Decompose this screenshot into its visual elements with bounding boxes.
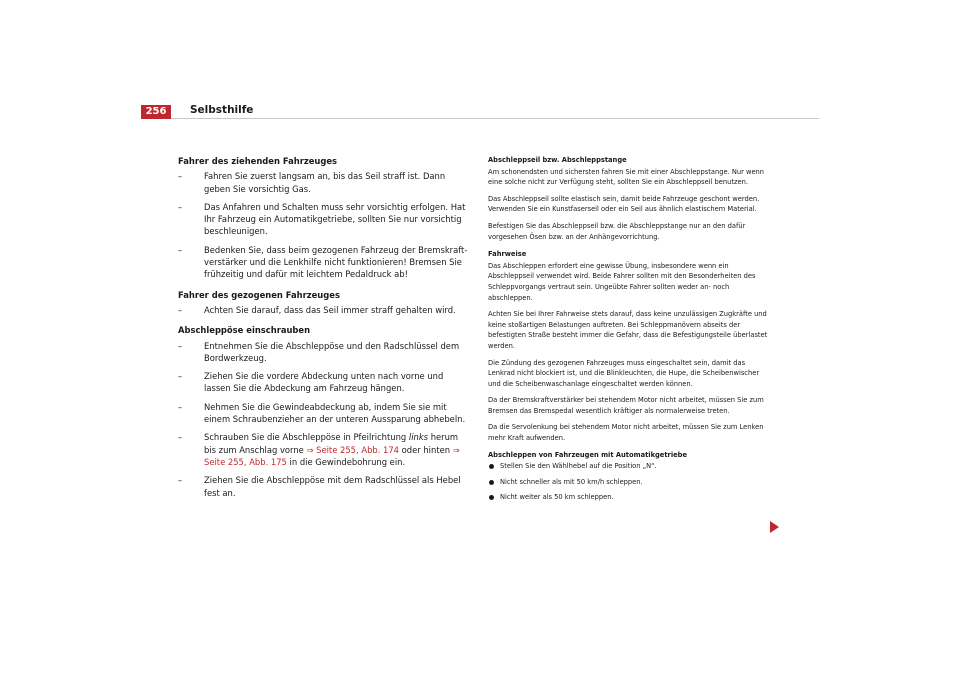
heading-towed-driver: Fahrer des gezogenen Fahrzeuges	[178, 289, 340, 300]
bullet-item	[488, 477, 770, 488]
bullet-item	[488, 492, 770, 503]
paragraph: Am schonendsten und sichersten fahren Sie mit einer Abschleppstange. Nur wenn eine solche nicht zur Verfügung steht, sollten Sie ein Abschleppseil benutzen.	[488, 167, 765, 187]
heading-driving: Fahrweise	[488, 250, 527, 259]
paragraph: Das Abschleppen erfordert eine gewisse Übung, insbesondere wenn ein Abschleppseil verwendet wird. Beide Fahrer sollten mit den Besonderheiten des Schleppvorgangs vertraut sein. Ungeübte Fahrer sollten weder an- noch abschleppen.	[488, 261, 756, 302]
heading-tow-rope: Abschleppseil bzw. Abschleppstange	[488, 156, 627, 164]
bullet-text: Stellen Sie den Wählhebel auf die Position „N“.	[500, 462, 657, 471]
paragraph: Die Zündung des gezogenen Fahrzeuges muss eingeschaltet sein, damit das Lenkrad nicht blockiert ist, und die Blinkleuchten, die Hupe, die Scheibenwischer und die Scheibenwaschanlage eingeschaltet werden können.	[488, 358, 760, 388]
left-column	[178, 155, 468, 505]
section-title: Selbsthilfe	[190, 104, 254, 116]
list-item: – Fahren Sie zuerst langsam an, bis das Seil straff ist. Dann geben Sie vorsichtig Gas.	[178, 170, 468, 195]
bullet-dot-icon	[489, 464, 494, 469]
bullet-dot-icon	[489, 480, 494, 485]
list-item: – Das Anfahren und Schalten muss sehr vorsichtig erfolgen. Hat Ihr Fahrzeug ein Automatikgetriebe, sollten Sie nur vorsichtig beschleunigen.	[178, 201, 468, 238]
direction-emphasis: links	[408, 432, 429, 443]
heading-automatic: Abschleppen von Fahrzeugen mit Automatikgetriebe	[488, 450, 687, 459]
paragraph: Das Abschleppseil sollte elastisch sein, damit beide Fahrzeuge geschont werden. Verwenden Sie ein Kunstfaserseil oder ein Seil aus ähnlich elastischem Material.	[488, 194, 760, 214]
heading-towing-driver: Fahrer des ziehenden Fahrzeuges	[178, 156, 338, 166]
text: Schrauben Sie die Abschleppöse in Pfeilrichtung	[204, 432, 409, 443]
list-item: – Ziehen Sie die Abschleppöse mit dem Radschlüssel als Hebel fest an.	[178, 474, 468, 499]
list-item-screw-tow-eye	[178, 431, 468, 468]
bullet-item	[488, 461, 770, 472]
heading-tow-eye: Abschleppöse einschrauben	[178, 325, 311, 336]
text: herum bis zum Anschlag vorne	[204, 432, 459, 455]
bullet-dot-icon	[489, 495, 494, 500]
right-column	[488, 155, 770, 508]
list-item: – Achten Sie darauf, dass das Seil immer straff gehalten wird.	[178, 304, 468, 316]
page-reference-link[interactable]: ⇒ Seite 255, Abb. 175	[204, 444, 460, 467]
text: oder hinten	[399, 444, 453, 455]
list-item: – Bedenken Sie, dass beim gezogenen Fahrzeug der Bremskraftverstärker und die Lenkhilfe nicht funktionieren! Bremsen Sie frühzeitig und dafür mit leichtem Pedaldruck ab!	[178, 244, 468, 281]
paragraph: Befestigen Sie das Abschleppseil bzw. die Abschleppstange nur an den dafür vorgesehen Ösen bzw. an der Anhängevorrichtung.	[488, 221, 746, 241]
paragraph: Da der Bremskraftverstärker bei stehendem Motor nicht arbeitet, müssen Sie zum Bremsen das Bremspedal wesentlich kräftiger als normalerweise treten.	[488, 396, 764, 415]
list-item: – Nehmen Sie die Gewindeabdeckung ab, indem Sie sie mit einem Schraubenzieher an der unteren Aussparung abhebeln.	[178, 401, 468, 426]
paragraph: Achten Sie bei Ihrer Fahrweise stets darauf, dass keine unzulässigen Zugkräfte und keine stoßartigen Belastungen auftreten. Bei Schleppmanövern abseits der befestigten Straße besteht immer die Gefahr, dass die Befestigungsteile überlastet werden.	[488, 310, 768, 350]
page-number: 256	[141, 105, 171, 119]
next-page-arrow-icon[interactable]	[770, 521, 779, 533]
header-rule	[141, 118, 819, 119]
paragraph: Da die Servolenkung bei stehendem Motor nicht arbeitet, müssen Sie zum Lenken mehr Kraft aufwenden.	[488, 423, 764, 443]
list-item: – Ziehen Sie die vordere Abdeckung unten nach vorne und lassen Sie die Abdeckung am Fahrzeug hängen.	[178, 370, 468, 395]
list-item: – Entnehmen Sie die Abschleppöse und den Radschlüssel dem Bordwerkzeug.	[178, 340, 468, 365]
bullet-text: Nicht schneller als mit 50 km/h schleppen.	[500, 477, 643, 486]
text: in die Gewindebohrung ein.	[286, 456, 406, 467]
page-reference-link[interactable]: ⇒ Seite 255, Abb. 174	[306, 444, 400, 455]
bullet-text: Nicht weiter als 50 km schleppen.	[500, 493, 614, 502]
